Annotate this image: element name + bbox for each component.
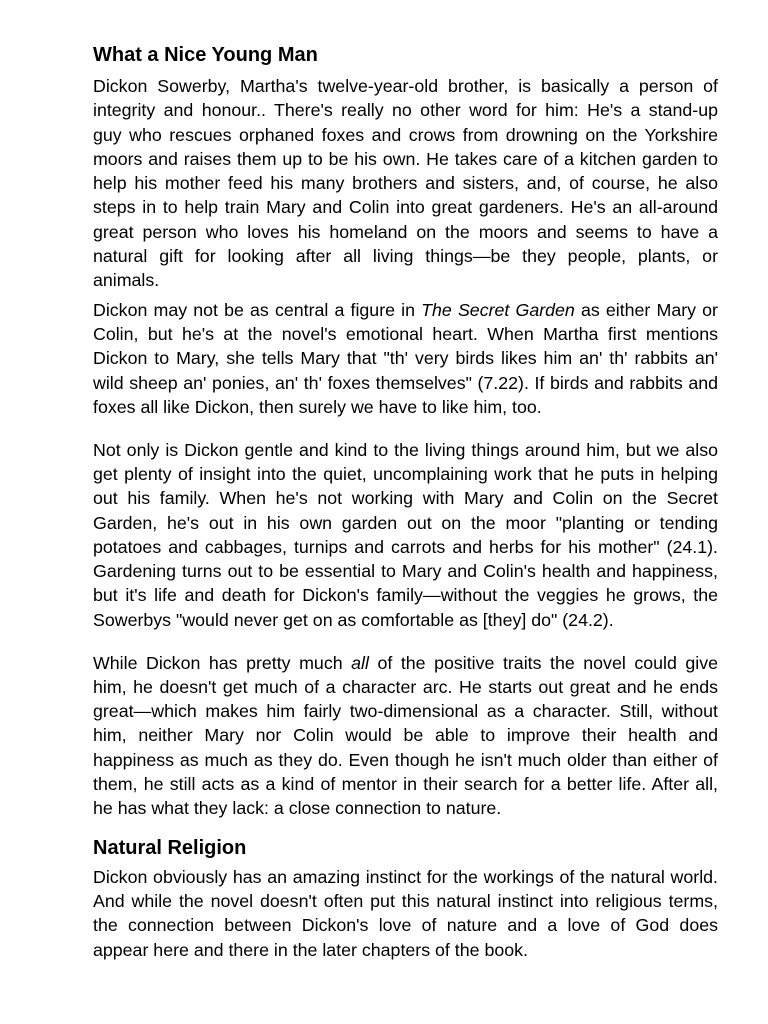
text-line [93, 298, 718, 322]
book-title: The Secret Garden [421, 299, 575, 320]
text-segment: as either Mary or [574, 299, 718, 320]
text-line: And while the novel doesn't often put this natural instinct into religious terms, [93, 890, 718, 911]
text-line: Gardening turns out to be essential to Mary and Colin's health and happiness, [93, 561, 718, 582]
text-line: Colin, but he's at the novel's emotional heart. When Martha first mentions [93, 323, 718, 344]
text-line [93, 651, 718, 675]
text-line: great—which makes him fairly two-dimensional as a character. Still, without [93, 701, 718, 722]
text-line: out his family. When he's not working with Mary and Colin on the Secret [93, 488, 718, 509]
text-segment: of the positive traits the novel could give [368, 652, 718, 673]
section-heading: Natural Religion [93, 836, 247, 859]
text-line: natural gift for looking after all living things—be they people, plants, or [93, 246, 718, 267]
text-line: Sowerbys "would never get on as comfortable as [they] do" (24.2). [93, 609, 614, 630]
text-line: help his mother feed his many brothers and sisters, and, of course, he also [93, 173, 718, 194]
section [93, 43, 718, 821]
text-line: appear here and there in the later chapters of the book. [93, 939, 528, 960]
text-line: happiness as much as they do. Even though he isn't much older than either of [93, 749, 718, 770]
text-line: integrity and honour.. There's really no other word for him: He's a stand-up [93, 100, 718, 121]
paragraph [93, 865, 718, 962]
paragraph [93, 298, 718, 419]
document-page [93, 43, 718, 962]
text-line: Garden, he's out in his own garden out on the moor "planting or tending [93, 512, 718, 533]
section-heading: What a Nice Young Man [93, 44, 318, 66]
text-segment: While Dickon has pretty much [93, 652, 352, 673]
text-line: but it's life and death for Dickon's family—without the veggies he grows, the [93, 585, 718, 606]
text-line: the connection between Dickon's love of nature and a love of God does [93, 915, 718, 936]
text-line: Dickon Sowerby, Martha's twelve-year-old brother, is basically a person of [93, 76, 718, 96]
paragraph [93, 74, 718, 293]
text-line: him, he doesn't get much of a character arc. He starts out great and he ends [93, 676, 718, 697]
paragraph [93, 651, 718, 821]
text-line: him, neither Mary nor Colin would be able to improve their health and [93, 725, 718, 746]
text-line: Dickon to Mary, she tells Mary that "th' very birds likes him an' th' rabbits an' [93, 348, 718, 369]
text-segment: Dickon may not be as central a figure in [93, 299, 422, 320]
text-line: he has what they lack: a close connection to nature. [93, 798, 502, 819]
text-line: animals. [93, 270, 160, 291]
text-line: guy who rescues orphaned foxes and crows from drowning on the Yorkshire [93, 124, 718, 145]
text-line: get plenty of insight into the quiet, uncomplaining work that he puts in helping [93, 463, 718, 484]
text-line: wild sheep an' ponies, an' th' foxes themselves" (7.22). If birds and rabbits and [93, 372, 718, 393]
section [93, 836, 718, 962]
text-line: them, he still acts as a kind of mentor in their search for a better life. After all, [93, 774, 718, 795]
emphasis: all [351, 652, 369, 673]
text-line: Dickon obviously has an amazing instinct for the workings of the natural world. [93, 866, 718, 887]
text-line: potatoes and cabbages, turnips and carrots and herbs for his mother" (24.1). [93, 536, 718, 557]
text-line: Not only is Dickon gentle and kind to the living things around him, but we also [93, 439, 718, 460]
text-line: moors and raises them up to be his own. He takes care of a kitchen garden to [93, 148, 718, 169]
text-line: steps in to help train Mary and Colin into great gardeners. He's an all-around [93, 197, 718, 218]
text-line: great person who loves his homeland on the moors and seems to have a [93, 221, 718, 242]
paragraph [93, 438, 718, 632]
text-line: foxes all like Dickon, then surely we have to like him, too. [93, 396, 542, 417]
